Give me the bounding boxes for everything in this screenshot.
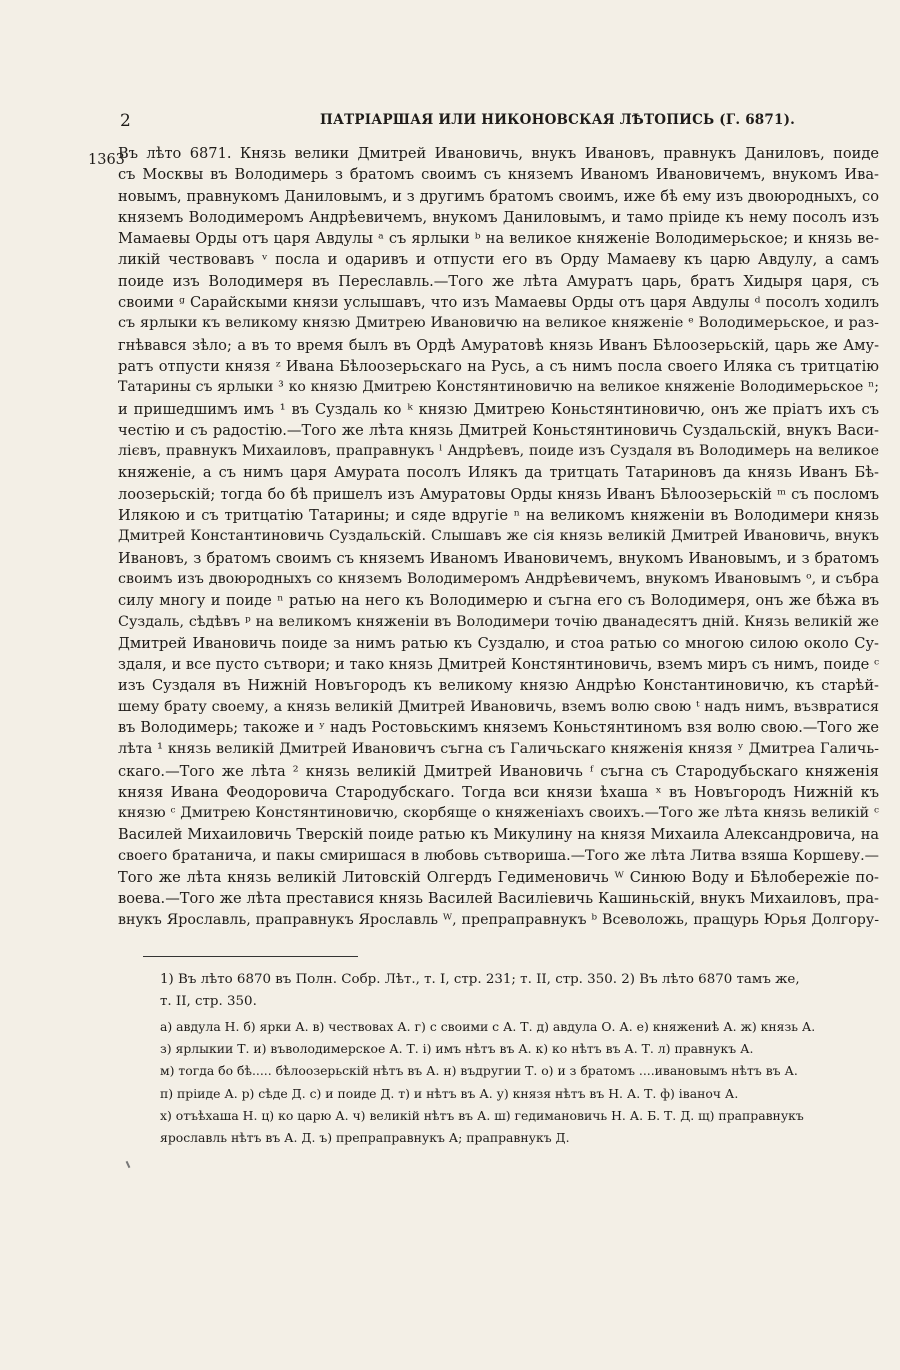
- margin-year: 1363: [88, 152, 125, 168]
- text-line: князя Ивана Феодоровича Стародубскаго. Тогда вси князи ѣхаша ˣ въ Новъгородъ Нижній къ: [118, 783, 879, 801]
- text-line: и пришедшимъ имъ ¹ въ Суздаль ко ᵏ князю Дмитрею Коньстянтиновичю, онъ же пріатъ ихъ съ: [118, 400, 879, 418]
- text-line: честію и съ радостію.—Того же лѣта князь Дмитрей Коньстянтиновичь Суздальскій, внукъ Васи-: [118, 421, 879, 439]
- footnote-divider: [143, 956, 358, 957]
- text-line: Того же лѣта князь великій Литовскій Олгердъ Гедименовичь ᵂ Синюю Воду и Бѣлобережіе по-: [118, 869, 879, 887]
- variant-line: х) отъѣхаша Н. ц) ко царю А. ч) великій нѣтъ въ А. ш) гедимановичь Н. А. Б. Т. Д. щ) праправнукъ: [160, 1107, 804, 1123]
- text-line: шему брату своему, а князь великій Дмитрей Ивановичь, вземъ волю свою ᵗ надъ нимъ, възвратися: [118, 698, 879, 715]
- text-line: своими ᵍ Сарайскыми князи услышавъ, что изъ Мамаевы Орды отъ царя Авдулы ᵈ посолъ ходилъ: [118, 294, 879, 312]
- paper-speck: [126, 1161, 131, 1168]
- footnote-line: т. II, стр. 350.: [160, 994, 257, 1009]
- footnote-line: 1) Въ лѣто 6870 въ Полн. Собр. Лѣт., т. I, стр. 231; т. II, стр. 350. 2) Въ лѣто 6870 тамъ же,: [160, 972, 800, 987]
- text-line: съ ярлыки къ великому князю Дмитрею Ивановичю на великое княженіе ᵉ Володимерьское, и раз-: [118, 315, 879, 332]
- variant-line: а) авдула Н. б) ярки А. в) чествовах А. г) с своими с А. Т. д) авдула О. А. е) княжениѣ А. ж) князь А.: [160, 1019, 816, 1034]
- text-line: Дмитрей Ивановичь поиде за нимъ ратью къ Суздалю, и стоа ратью со многою силою около Су-: [118, 634, 879, 652]
- text-line: своимъ изъ двоюродныхъ со княземъ Володимеромъ Андрѣевичемъ, внукомъ Ивановымъ ᵒ, и събра: [118, 570, 879, 587]
- variant-line: ярославль нѣтъ въ А. Д. ъ) препраправнукъ А; праправнукъ Д.: [160, 1130, 570, 1146]
- textual-variants: [160, 1016, 876, 1149]
- variant-line: м) тогда бо бѣ..... бѣлоозерьскій нѣтъ въ А. н) въдругии Т. о) и з братомъ ....ивановымъ нѣтъ въ А.: [160, 1063, 798, 1079]
- text-line: поиде изъ Володимеря въ Переславль.—Того же лѣта Амуратъ царь, братъ Хидыря царя, съ: [118, 272, 879, 290]
- main-text: [118, 143, 879, 931]
- text-line: лієвъ, правнукъ Михаиловъ, праправнукъ ˡ Андрѣевъ, поиде изъ Суздаля въ Володимерь на великое: [118, 443, 879, 460]
- text-line: здаля, и все пусто сътвори; и тако князь Дмитрей Констянтиновичь, вземъ миръ съ нимъ, поиде ᶜ: [118, 656, 879, 674]
- text-line: новымъ, правнукомъ Даниловымъ, и з другимъ братомъ своимъ, иже бѣ ему изъ двоюродныхъ, со: [118, 187, 879, 205]
- text-line: Ивановъ, з братомъ своимъ съ княземъ Иваномъ Ивановичемъ, внукомъ Ивановымъ, и з братомъ: [118, 549, 879, 567]
- text-line: гнѣвався зѣло; а въ то время былъ въ Ордѣ Амуратовѣ князь Иванъ Бѣлоозерьскій, царь же Аму-: [118, 336, 879, 354]
- text-line: княземъ Володимеромъ Андрѣевичемъ, внукомъ Даниловымъ, и тамо пріиде къ нему посолъ изъ: [118, 208, 879, 226]
- text-line: Илякою и съ тритцатію Татарины; и сяде вдругіе ⁿ на великомъ княженіи въ Володимери князь: [118, 507, 879, 525]
- text-line: Татарины съ ярлыки ³ ко князю Дмитрею Констянтиновичю на великое княженіе Володимерьское ⁿ;: [118, 379, 879, 396]
- text-line: внукъ Ярославль, праправнукъ Ярославль ᵂ, препраправнукъ ᵇ Всеволожь, пращурь Юрья Долгору-: [118, 911, 879, 928]
- text-line: скаго.—Того же лѣта ² князь великій Дмитрей Ивановичь ᶠ съгна съ Стародубьскаго княженія: [118, 762, 879, 780]
- running-title: ПАТРІАРШАЯ ИЛИ НИКОНОВСКАЯ ЛѢТОПИСЬ (Г. 6871).: [320, 112, 796, 128]
- variant-line: п) пріиде А. р) сѣде Д. с) и поиде Д. т) и нѣтъ въ А. у) князя нѣтъ въ Н. А. Т. ф) іваноч А.: [160, 1085, 739, 1101]
- page-number: 2: [120, 111, 131, 131]
- text-line: княженіе, а съ нимъ царя Амурата посолъ Илякъ да тритцать Татариновъ да князь Иванъ Бѣ-: [118, 464, 879, 482]
- text-line: воева.—Того же лѣта преставися князь Василей Василіевичь Кашиньскій, внукъ Михаиловъ, пра-: [118, 890, 879, 908]
- variant-line: з) ярлыкии Т. и) въволодимерское А. Т. і) имъ нѣтъ въ А. к) ко нѣтъ въ А. Т. л) правнукъ А.: [160, 1041, 754, 1057]
- text-line: Мамаевы Орды отъ царя Авдулы ᵃ съ ярлыки ᵇ на великое княженіе Володимерьское; и князь ве-: [118, 230, 879, 248]
- text-line: Суздаль, сѣдѣвъ ᵖ на великомъ княженіи въ Володимери точію дванадесятъ дній. Князь великій же: [118, 613, 879, 630]
- text-line: въ Володимерь; такоже и ʸ надъ Ростовьскимъ княземъ Коньстянтиномъ взя волю свою.—Того же: [118, 720, 879, 737]
- text-line: князю ᶜ Дмитрею Констянтиновичю, скорбяще о княженіахъ своихъ.—Того же лѣта князь великій ᶜ: [118, 805, 879, 822]
- text-line: лѣта ¹ князь великій Дмитрей Ивановичъ съгна съ Галичьскаго княженія князя ʸ Дмитреа Галичь-: [118, 741, 879, 758]
- text-line: ратъ отпусти князя ᶻ Ивана Бѣлоозерьскаго на Русь, а съ нимъ посла своего Иляка съ тритцатію: [118, 357, 879, 375]
- text-line: Василей Михаиловичь Тверскій поиде ратью къ Микулину на князя Михаила Александровича, на: [118, 826, 879, 843]
- text-line: ликій чествовавъ ᵛ посла и одаривъ и отпусти его въ Орду Мамаеву къ царю Авдулу, а самъ: [118, 251, 879, 269]
- text-line: Дмитрей Константиновичь Суздальскій. Слышавъ же сія князь великій Дмитрей Ивановичь, внукъ: [118, 528, 879, 545]
- footnotes: [160, 969, 876, 1013]
- text-line: съ Москвы въ Володимерь з братомъ своимъ съ княземъ Иваномъ Ивановичемъ, внукомъ Ива-: [118, 166, 879, 184]
- text-line: лоозерьскій; тогда бо бѣ пришелъ изъ Амуратовы Орды князь Иванъ Бѣлоозерьскій ᵐ съ посломъ: [118, 485, 879, 503]
- text-line: силу многу и поиде ⁿ ратью на него къ Володимерю и съгна его съ Володимеря, онъ же бѣжа въ: [118, 592, 879, 610]
- text-line: своего братанича, и пакы смиришася в любовь сътвориша.—Того же лѣта Литва взяша Коршеву.—: [118, 847, 879, 864]
- text-line: Въ лѣто 6871. Князь велики Дмитрей Ивановичь, внукъ Ивановъ, правнукъ Даниловъ, поиде: [118, 145, 879, 162]
- text-line: изъ Суздаля въ Нижній Новъгородъ къ великому князю Андрѣю Константиновичю, къ старѣй-: [118, 677, 879, 695]
